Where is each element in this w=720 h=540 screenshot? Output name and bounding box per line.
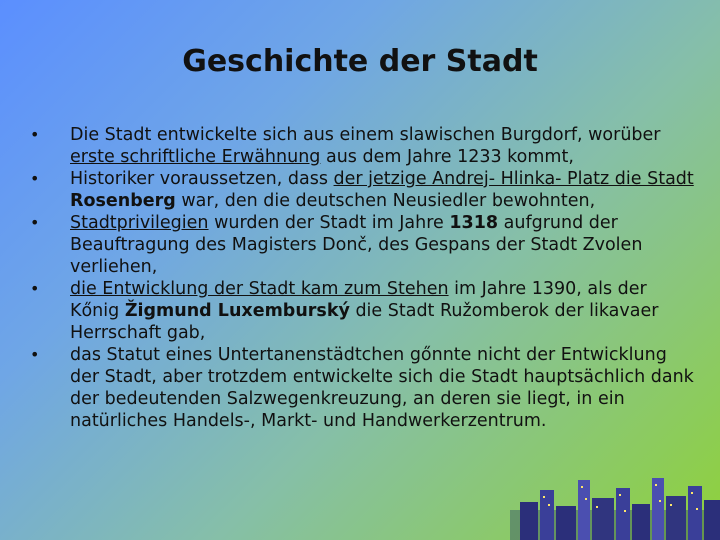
bullet-bold-text: Rosenberg bbox=[70, 191, 176, 211]
bullet-list bbox=[28, 124, 698, 432]
bullet-underlined-text: die Entwicklung der Stadt kam zum Stehen bbox=[70, 279, 449, 299]
bullet-text: das Statut eines Untertanenstädtchen gőnnte nicht der Entwicklung der Stadt, aber trotzdem entwickelte sich die Stadt hauptsächlich dank der bedeutenden Salzwegenkreuzung, an deren sie liegt, in ein natürliches Handels-, Markt- und Handwerkerzentrum. bbox=[70, 345, 694, 431]
bullet-text: im Jahre 1390, als der Kőnig bbox=[70, 279, 647, 321]
bullet-bold-text: 1318 bbox=[449, 213, 499, 233]
bullet-underlined-text: Stadtprivilegien bbox=[70, 213, 209, 233]
bullet-text: Historiker voraussetzen, dass bbox=[70, 169, 334, 189]
bullet-text: aufgrund der Beauftragung des Magisters Donč, des Gespans der Stadt Zvolen verliehen, bbox=[70, 213, 643, 277]
bullet-text: wurden der Stadt im Jahre bbox=[208, 213, 450, 233]
bullet-item bbox=[28, 278, 698, 344]
bullet-text: Die Stadt entwickelte sich aus einem slawischen Burgdorf, worüber bbox=[70, 125, 661, 145]
bullet-item bbox=[28, 212, 698, 278]
city-skyline-image bbox=[510, 470, 720, 540]
bullet-underlined-text: erste schriftliche Erwähnung bbox=[70, 147, 321, 167]
bullet-text: war, den die deutschen Neusiedler bewohnten, bbox=[175, 191, 596, 211]
bullet-underlined-text: der jetzige Andrej- Hlinka- Platz die Stadt bbox=[333, 169, 694, 189]
bullet-item bbox=[28, 124, 698, 168]
bullet-text: aus dem Jahre 1233 kommt, bbox=[320, 147, 574, 167]
bullet-item bbox=[28, 344, 698, 432]
bullet-bold-text: Žigmund Luxemburský bbox=[124, 301, 350, 321]
slide-title: Geschichte der Stadt bbox=[182, 44, 538, 79]
bullet-text: die Stadt Ružomberok der likavaer Herrschaft gab, bbox=[70, 301, 659, 343]
bullet-item bbox=[28, 168, 698, 212]
